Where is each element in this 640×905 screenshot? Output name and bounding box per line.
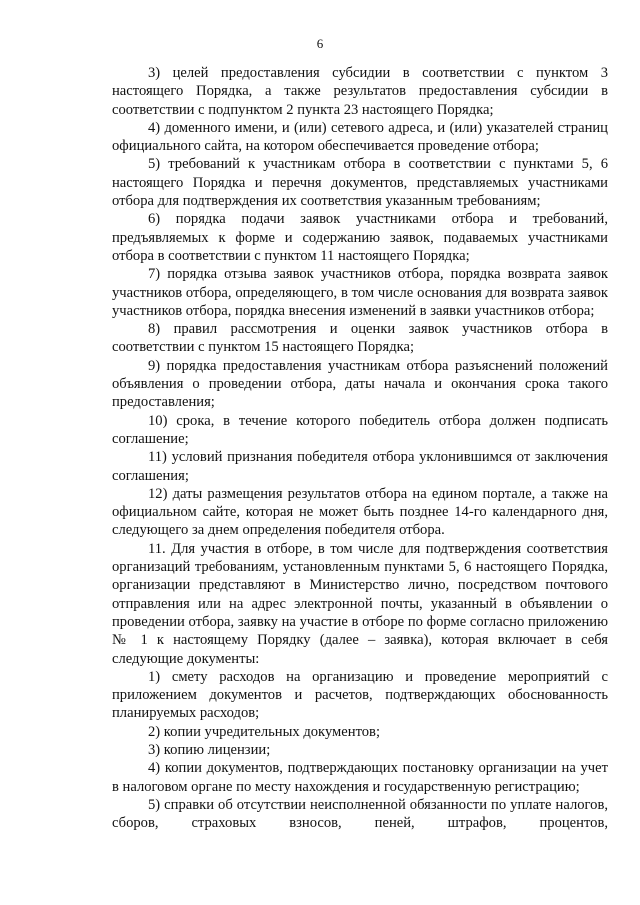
page-number: 6 bbox=[316, 36, 324, 51]
paragraph-item-5-requirements: 5) требований к участникам отбора в соответствии с пунктами 5, 6 настоящего Порядка и перечня документов, представляемых участниками отбора для подтверждения их соответствия указанным требованиям; bbox=[112, 156, 608, 210]
paragraph-item-9-clarifications: 9) порядка предоставления участникам отбора разъяснений положений объявления о проведении отбора, даты начала и окончания срока такого предоставления; bbox=[112, 357, 608, 411]
paragraph-doc-1-estimate: 1) смету расходов на организацию и проведение мероприятий с приложением документов и расчетов, подтверждающих обоснованность планируемых расходов; bbox=[112, 668, 608, 722]
paragraph-item-3-goals: 3) целей предоставления субсидии в соответствии с пунктом 3 настоящего Порядка, а также результатов предоставления субсидии в соответствии с подпунктом 2 пункта 23 настоящего Порядка; bbox=[112, 65, 608, 118]
paragraph-item-6-application-order: 6) порядка подачи заявок участниками отбора и требований, предъявляемых к форме и содержанию заявок, подаваемых участниками отбора в соответствии с пунктом 11 настоящего Порядка; bbox=[112, 211, 608, 264]
paragraph-item-8-review-rules: 8) правил рассмотрения и оценки заявок участников отбора в соответствии с пунктом 15 настоящего Порядка; bbox=[112, 321, 608, 356]
paragraph-doc-3-license: 3) копию лицензии; bbox=[148, 741, 271, 758]
paragraph-doc-2-charter: 2) копии учредительных документов; bbox=[148, 723, 380, 740]
paragraph-item-12-results-date: 12) даты размещения результатов отбора на едином портале, а также на официальном сайте, которая не может быть позднее 14-го календарного дня, следующего за днем определения победителя отбора. bbox=[112, 485, 608, 539]
paragraph-item-4-domain: 4) доменного имени, и (или) сетевого адреса, и (или) указателей страниц официального сайта, на котором обеспечивается проведение отбора; bbox=[112, 119, 608, 155]
paragraph-doc-4-tax-registration: 4) копии документов, подтверждающих постановку организации на учет в налоговом органе по месту нахождения и государственную регистрацию; bbox=[112, 760, 608, 795]
paragraph-item-7-withdrawal: 7) порядка отзыва заявок участников отбора, порядка возврата заявок участников отбора, определяющего, в том числе основания для возврата заявок участников отбора, порядка внесения изменений в заявки участников отбора; bbox=[112, 266, 608, 319]
paragraph-item-11-evasion: 11) условий признания победителя отбора уклонившимся от заключения соглашения; bbox=[112, 449, 608, 484]
paragraph-item-10-signing-term: 10) срока, в течение которого победитель отбора должен подписать соглашение; bbox=[112, 412, 608, 447]
paragraph-doc-5-tax-certificate: 5) справки об отсутствии неисполненной обязанности по уплате налогов, сборов, страховых взносов, пеней, штрафов, процентов, bbox=[112, 796, 608, 832]
paragraph-clause-11: 11. Для участия в отборе, в том числе для подтверждения соответствия организаций требованиям, установленным пунктами 5, 6 настоящего Порядка, организации представляют в Министерство лично, посредством почтового отправления или на адрес электронной почты, указанный в объявлении о проведении отбора, заявку на участие в отборе по форме согласно приложению № 1 к настоящему Порядку (далее – заявка), которая включает в себя следующие документы: bbox=[112, 540, 608, 667]
document-body bbox=[112, 64, 608, 832]
